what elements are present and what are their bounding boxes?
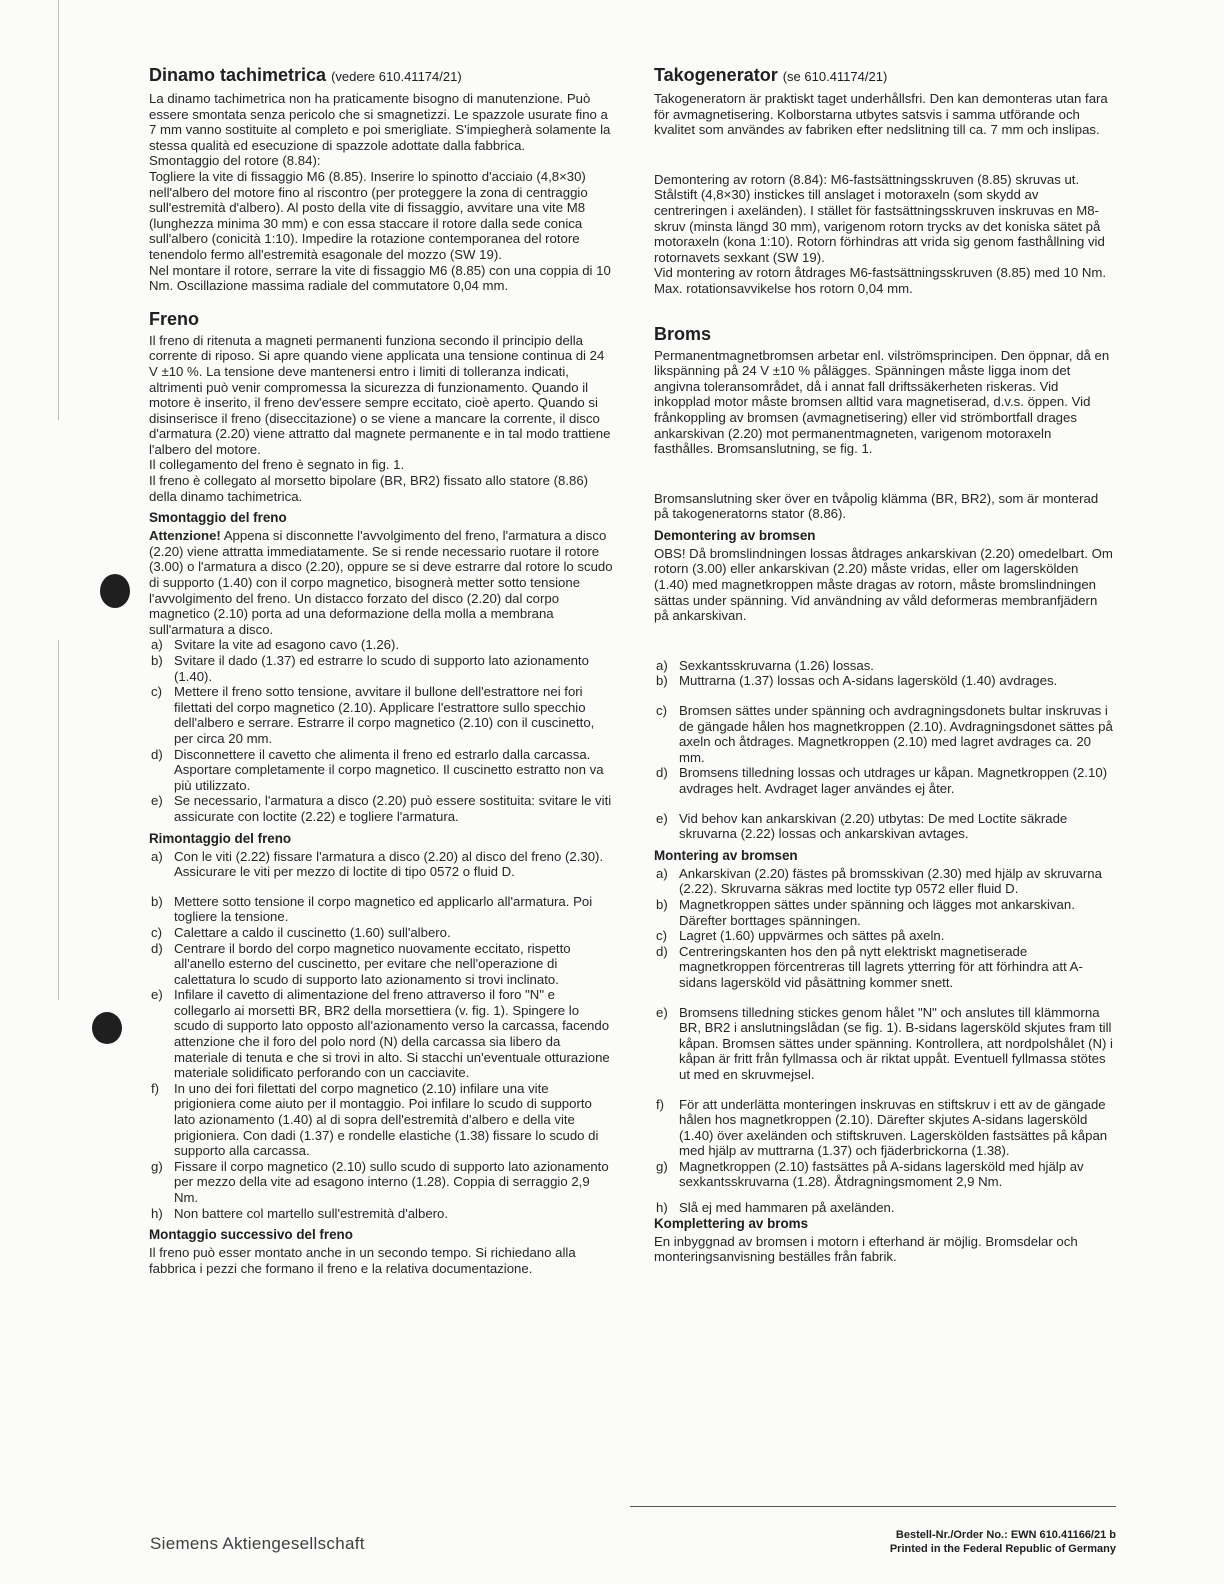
heading-reference: (se 610.41174/21) (782, 69, 888, 84)
heading-dinamo-tachimetrica (149, 64, 613, 88)
scan-margin-line (58, 0, 59, 420)
warning-label: Attenzione! (149, 528, 221, 544)
order-number: Bestell-Nr./Order No.: EWN 610.41166/21 b (895, 1529, 1116, 1541)
paragraph: La dinamo tachimetrica non ha praticamente bisogno di manutenzione. Può essere smontata senza pericolo che si smagnetizzi. Le spazzole usurate fino a 7 mm vanno sostituite al completo e poi smerigliate. S'impiegherà solamente la stessa qualità ed esecuzione di spazzole adottate dalla fabbrica. (149, 91, 611, 153)
list-item: b) Magnetkroppen sättes under spänning och lägges mot ankarskivan. Därefter borttages spänningen. (656, 896, 1075, 928)
list-item: h) Non battere col martello sull'estremità d'albero. (151, 1205, 449, 1221)
paragraph: OBS! Då bromslindningen lossas åtdrages ankarskivan (2.20) omedelbart. Om rotorn (3.00) eller ankarskivan (2.20) måste vridas, eller om lagerskölden (1.40) med magnetkroppen måste dragas av rotorn, måste bromslindningen sättas under spänning. Vid användning av våld deformeras membranfjädern på ankarskivan. (654, 545, 1113, 624)
list-item: d) Centrare il bordo del corpo magnetico nuovamente eccitato, rispetto all'anello esterno del cuscinetto, per evitare che nell'operazione di calettatura lo scudo di supporto lato azionamento si trovi inclinato. (151, 940, 571, 987)
column-swedish (654, 64, 1114, 1265)
list-item: c) Lagret (1.60) uppvärmes och sättes på axeln. (656, 928, 945, 944)
paragraph: Vid montering av rotorn åtdrages M6-fastsättningsskruven (8.85) med 10 Nm. Max. rotationsavvikelse hos rotorn 0,04 mm. (654, 265, 1107, 296)
heading-reference: (vedere 610.41174/21) (331, 69, 462, 84)
list-item: b) Mettere sotto tensione il corpo magnetico ed applicarlo all'armatura. Poi togliere la tensione. (151, 893, 593, 925)
paragraph: Takogeneratorn är praktiskt taget underhållsfri. Den kan demonteras utan fara för avmagnetisering. Kolborstarna utbytes satsvis i samma utförande och kvalitet som användes av fabriken efter nedslitning till ca. 7 mm och inslipas. (654, 91, 1108, 138)
list-item: c) Calettare a caldo il cuscinetto (1.60) sull'albero. (151, 924, 451, 940)
list-item: b) Muttrarna (1.37) lossas och A-sidans lagersköld (1.40) avdrages. (656, 673, 1058, 689)
list-item: f) In uno dei fori filettati del corpo magnetico (2.10) infilare una vite prigioniera come aiuto per il montaggio. Poi infilare lo scudo di supporto lato azionamento (1.40) al di sopra dell'estremità d'albero e della vite prigioniera. Con dadi (1.37) e rondelle elastiche (1.38) fissare lo scudo di supporto alla carcassa. (151, 1080, 599, 1159)
heading-broms: Broms (654, 323, 712, 344)
list-smontaggio (149, 637, 613, 824)
list-item: h) Slå ej med hammaren på axeländen. (656, 1200, 895, 1216)
list-item: g) Fissare il corpo magnetico (2.10) sullo scudo di supporto lato azionamento per mezzo della vite ad esagono interno (1.28). Coppia di serraggio 2,9 Nm. (151, 1158, 609, 1205)
paragraph: Demontering av rotorn (8.84): M6-fastsättningsskruven (8.85) skruvas ut. Stålstift (4,8×30) instickes till anslaget i motoraxeln (som skydd av centreringen i axeländen). I stället för fastsättningsskruven inskruvas en M8-skruv (minsta längd 30 mm), varigenom rotorn trycks av det koniska sätet på motoraxeln (kona 1:10). Rotorn förhindras att vrida sig genom fasthållning vid rotornavets sexkant (SW 19). (654, 171, 1105, 265)
heading-freno: Freno (149, 308, 200, 329)
warning-text: Appena si disconnette l'avvolgimento del freno, l'armatura a disco (2.20) viene attratta immediatamente. Se si rende necessario ruotare il rotore (3.00) o l'armatura a disco (2.20), oppure se si deve estrarre dal rotore lo scudo di supporto (1.40) con il corpo magnetico, bisognerà metter sotto tensione l'avvolgimento del freno. Un distacco forzato del disco (2.20) dal corpo magnetico (2.10) porta ad una deformazione della molla a membrana sull'armatura a disco. (149, 528, 613, 637)
list-item: a) Con le viti (2.22) fissare l'armatura a disco (2.20) al disco del freno (2.30). Assicurare le viti per mezzo di loctite di tipo 0572 o fluid D. (151, 848, 604, 880)
paragraph: Il freno è collegato al morsetto bipolare (BR, BR2) fissato allo statore (8.86) della dinamo tachimetrica. (149, 473, 589, 504)
heading-montering-bromsen: Montering av bromsen (654, 847, 798, 863)
paragraph: Il freno di ritenuta a magneti permanenti funziona secondo il principio della corrente di riposo. Si apre quando viene applicata una tensione continua di 24 V ±10 %. La tensione deve mantenersi entro i limiti di tolleranza indicati, altrimenti può venir compromessa la sicurezza di funzionamento. Quando il motore è inserito, il freno dev'essere sempre eccitato, cioè aperto. Quando si disinserisce il freno (diseccitazione) o se viene a mancare la corrente, il disco d'armatura (2.20) viene attratto dal magnete permanente e in tal modo trattiene l'albero del motore. (149, 332, 611, 457)
paragraph: Togliere la vite di fissaggio M6 (8.85). Inserire lo spinotto d'acciaio (4,8×30) nell'albero del motore fino al riscontro (per proteggere la zona di centraggio sull'estremità d'albero). Al posto della vite di fissaggio, avvitare una vite M8 (lunghezza minima 30 mm) e con essa staccare il rotore dalla sede conica sull'albero (conicità 1:10). Impedire la rotazione contemporanea del rotore tenendolo fermo all'estremità esagonale del mozzo (SW 19). (149, 168, 588, 262)
list-item: f) För att underlätta monteringen inskruvas en stiftskruv i ett av de gängade hålen hos magnetkroppen (2.10). Därefter skjutes A-sidans lagersköld (1.40) över axeländen och stiftskruven. Lagerskölden fastsättes på kåpan med hjälp av muttrarna (1.37) och fjäderbrickorna (1.38). (656, 1096, 1108, 1159)
list-demontering (654, 658, 1114, 842)
list-item: c) Bromsen sättes under spänning och avdragningsdonets bultar inskruvas i de gängade hålen hos magnetkroppen (2.10). Avdragningsdonet sättes på axeln och åtdrages. Magnetkroppen (2.10) med lagret avdrages ca. 20 mm. (656, 703, 1113, 765)
paragraph: En inbyggnad av bromsen i motorn i efterhand är möjlig. Bromsdelar och monteringsanvisning beställes från fabrik. (654, 1233, 1078, 1265)
paragraph: Nel montare il rotore, serrare la vite di fissaggio M6 (8.85) con una coppia di 10 Nm. Oscillazione massima radiale del commutatore 0,04 mm. (149, 262, 611, 294)
paragraph: Il freno può esser montato anche in un secondo tempo. Si richiedano alla fabbrica i pezzi che formano il freno e la relativa documentazione. (149, 1245, 576, 1276)
paragraph (149, 528, 613, 637)
list-item: e) Bromsens tilledning stickes genom hålet "N" och anslutes till klämmorna BR, BR2 i anslutningslådan (se fig. 1). B-sidans lagersköld skjutes fram till kåpan. Bromsen sättes under spänning. Kontrollera, att nordpolshålet (N) i kåpan är fritt från fyllmassa och är riktat uppåt. Eventuell fyllmassa stötes ut med en skruvmejsel. (656, 1004, 1113, 1082)
list-item: e) Se necessario, l'armatura a disco (2.20) può essere sostituita: svitare le viti assicurate con loctite (2.22) e togliere l'armatura. (151, 793, 612, 824)
list-item: g) Magnetkroppen (2.10) fastsättes på A-sidans lagersköld med hjälp av sexkantsskruvarna (1.28). Åtdragningsmoment 2,9 Nm. (656, 1158, 1084, 1190)
printed-note: Printed in the Federal Republic of Germany (889, 1543, 1116, 1555)
heading-takogenerator (654, 64, 1114, 88)
list-montering (654, 866, 1114, 1216)
list-item: e) Vid behov kan ankarskivan (2.20) utbytas: De med Loctite säkrade skruvarna (2.22) lossas och ankarskivan avtages. (656, 810, 1068, 842)
heading-text: Dinamo tachimetrica (149, 65, 327, 85)
punch-hole-icon (100, 574, 130, 608)
heading-montaggio-successivo: Montaggio successivo del freno (149, 1227, 353, 1243)
list-item: b) Svitare il dado (1.37) ed estrarre lo scudo di supporto lato azionamento (1.40). (151, 653, 589, 684)
list-item: c) Mettere il freno sotto tensione, avvitare il bullone dell'estrattore nei fori filettati del corpo magnetico (2.10). Applicare l'estrattore sullo specchio dell'albero e serrare. Estrarre il corpo magnetico (2.10) con il cuscinetto, per circa 20 mm. (151, 684, 595, 746)
paragraph: Il collegamento del freno è segnato in fig. 1. (149, 457, 405, 473)
heading-smontaggio-freno: Smontaggio del freno (149, 510, 287, 526)
list-item: d) Disconnettere il cavetto che alimenta il freno ed estrarlo dalla carcassa. Asportare completamente il corpo magnetico. Il cuscinetto estratto non va più utilizzato. (151, 746, 604, 793)
paragraph: Smontaggio del rotore (8.84): (149, 153, 321, 169)
heading-text: Takogenerator (654, 65, 778, 85)
order-block (890, 1528, 1116, 1556)
heading-demontering-bromsen: Demontering av bromsen (654, 527, 816, 543)
paragraph: Bromsanslutning sker över en tvåpolig klämma (BR, BR2), som är monterad på takogeneratorns stator (8.86). (654, 490, 1099, 522)
column-italian (149, 64, 613, 1276)
heading-rimontaggio-freno: Rimontaggio del freno (149, 830, 292, 846)
heading-komplettering: Komplettering av broms (654, 1215, 809, 1231)
list-rimontaggio (149, 849, 613, 1222)
company-name: Siemens Aktiengesellschaft (150, 1534, 365, 1553)
list-item: d) Bromsens tilledning lossas och utdrages ur kåpan. Magnetkroppen (2.10) avdrages helt. Avdraget lager användes ej åter. (656, 765, 1108, 796)
list-item: a) Ankarskivan (2.20) fästes på bromsskivan (2.30) med hjälp av skruvarna (2.22). Skruvarna säkras med loctite typ 0572 eller fluid D. (656, 865, 1102, 897)
footer-rule (630, 1506, 1116, 1507)
list-item: d) Centreringskanten hos den på nytt elektriskt magnetiserade magnetkroppen förcentreras till lagrets ytterring för att förhindra att A-sidans lagersköld vid påsättning kommer snett. (656, 943, 1083, 990)
paragraph: Permanentmagnetbromsen arbetar enl. vilströmsprincipen. Den öppnar, då en likspänning på 24 V ±10 % pålägges. Spänningen måste ligga inom det angivna toleransområdet, då i annat fall driftssäkerheten riskeras. Vid inkopplad motor måste bromsen alltid vara magnetiserad, d.v.s. öppen. Vid frånkoppling av bromsen (avmagnetisering) eller vid strömbortfall drages ankarskivan (2.20) mot permanentmagneten, varigenom motoraxeln fasthålles. Bromsanslutning, se fig. 1. (654, 347, 1110, 457)
punch-hole-icon (92, 1012, 122, 1044)
scan-margin-line (58, 640, 59, 1000)
list-item: a) Svitare la vite ad esagono cavo (1.26). (151, 637, 400, 653)
list-item: e) Infilare il cavetto di alimentazione del freno attraverso il foro "N" e collegarlo ai morsetti BR, BR2 della morsettiera (v. fig. 1). Spingere lo scudo di supporto lato opposto all'azionamento verso la carcassa, facendo attenzione che il foro del polo nord (N) della carcassa sia libero da materiale di tenuta e che si trovi in alto. Si stacchi un'eventuale otturazione materiale solidificato perforando con un cacciavite. (151, 987, 610, 1081)
list-item: a) Sexkantsskruvarna (1.26) lossas. (656, 657, 874, 673)
